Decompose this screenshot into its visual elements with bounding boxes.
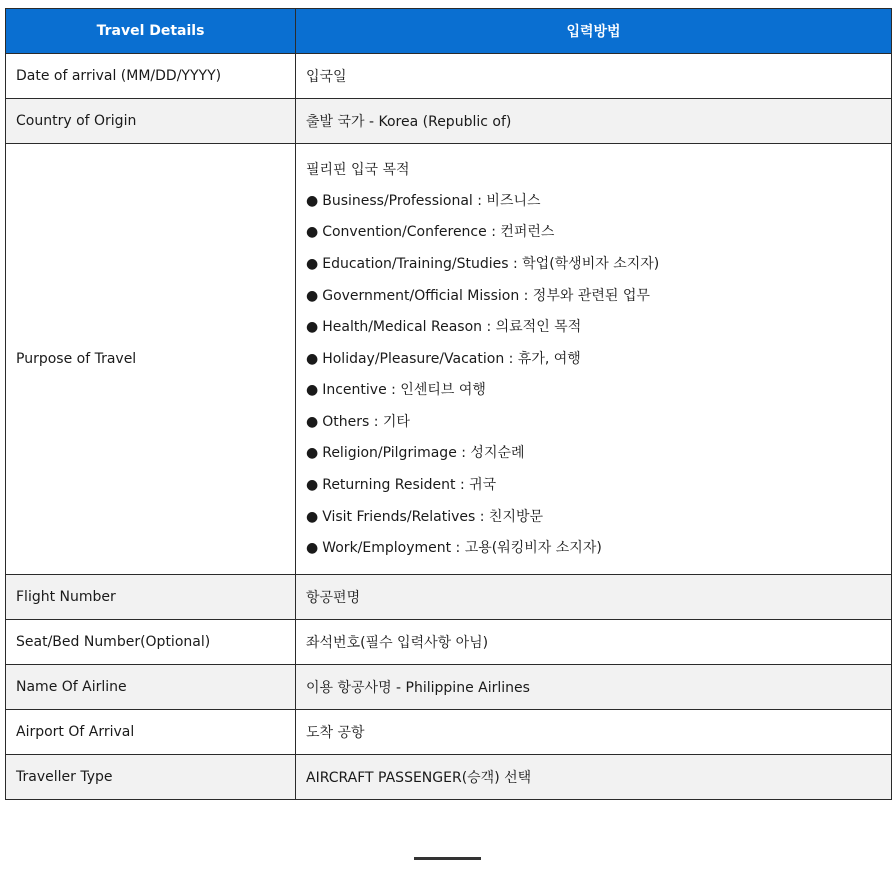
purpose-option-text: Business/Professional : 비즈니스: [322, 192, 541, 209]
bullet-icon: ●: [306, 477, 319, 494]
table-row: [6, 144, 892, 575]
row-label: Seat/Bed Number(Optional): [6, 620, 296, 665]
bullet-icon: ●: [306, 350, 319, 367]
header-input-method: 입력방법: [296, 9, 892, 54]
bullet-icon: ●: [306, 319, 319, 336]
table-header-row: [6, 9, 892, 54]
list-item: [306, 380, 881, 400]
row-value: 항공편명: [296, 575, 892, 620]
bullet-icon: ●: [306, 445, 319, 462]
row-value: 이용 항공사명 - Philippine Airlines: [296, 665, 892, 710]
row-label: Flight Number: [6, 575, 296, 620]
table-row: [6, 54, 892, 99]
list-item: [306, 538, 881, 558]
purpose-options-list: [306, 191, 881, 559]
row-label: Name Of Airline: [6, 665, 296, 710]
table-row: [6, 755, 892, 800]
purpose-intro: 필리핀 입국 목적: [306, 161, 410, 178]
purpose-of-travel-cell: [296, 144, 892, 575]
table-row: [6, 99, 892, 144]
purpose-option-text: Work/Employment : 고용(워킹비자 소지자): [322, 540, 602, 557]
purpose-option-text: Religion/Pilgrimage : 성지순례: [322, 445, 525, 462]
purpose-option-text: Convention/Conference : 컨퍼런스: [322, 224, 555, 241]
header-travel-details: Travel Details: [6, 9, 296, 54]
list-item: [306, 443, 881, 463]
list-item: [306, 191, 881, 211]
row-value: 좌석번호(필수 입력사항 아님): [296, 620, 892, 665]
purpose-option-text: Returning Resident : 귀국: [322, 477, 497, 494]
bullet-icon: ●: [306, 540, 319, 557]
list-item: [306, 254, 881, 274]
table-row: [6, 620, 892, 665]
list-item: [306, 317, 881, 337]
bullet-icon: ●: [306, 224, 319, 241]
list-item: [306, 349, 881, 369]
bullet-icon: ●: [306, 382, 319, 399]
row-value: AIRCRAFT PASSENGER(승객) 선택: [296, 755, 892, 800]
list-item: [306, 412, 881, 432]
table-row: [6, 710, 892, 755]
row-value: 출발 국가 - Korea (Republic of): [296, 99, 892, 144]
list-item: [306, 507, 881, 527]
bullet-icon: ●: [306, 413, 319, 430]
table-row: [6, 575, 892, 620]
row-value: 도착 공항: [296, 710, 892, 755]
purpose-option-text: Visit Friends/Relatives : 친지방문: [322, 508, 544, 525]
row-label: Traveller Type: [6, 755, 296, 800]
bullet-icon: ●: [306, 287, 319, 304]
purpose-option-text: Education/Training/Studies : 학업(학생비자 소지자): [322, 255, 660, 272]
purpose-option-text: Health/Medical Reason : 의료적인 목적: [322, 319, 582, 336]
purpose-option-text: Holiday/Pleasure/Vacation : 휴가, 여행: [322, 350, 581, 367]
purpose-option-text: Others : 기타: [322, 413, 410, 430]
row-label: Date of arrival (MM/DD/YYYY): [6, 54, 296, 99]
list-item: [306, 475, 881, 495]
row-label: Country of Origin: [6, 99, 296, 144]
purpose-option-text: Government/Official Mission : 정부와 관련된 업무: [322, 287, 650, 304]
table-row: [6, 665, 892, 710]
list-item: [306, 222, 881, 242]
row-label: Airport Of Arrival: [6, 710, 296, 755]
list-item: [306, 286, 881, 306]
bullet-icon: ●: [306, 508, 319, 525]
bullet-icon: ●: [306, 255, 319, 272]
footer-divider: [414, 857, 481, 860]
row-label: Purpose of Travel: [6, 144, 296, 575]
purpose-option-text: Incentive : 인센티브 여행: [322, 382, 486, 399]
row-value: 입국일: [296, 54, 892, 99]
bullet-icon: ●: [306, 192, 319, 209]
travel-details-table: [5, 8, 892, 800]
